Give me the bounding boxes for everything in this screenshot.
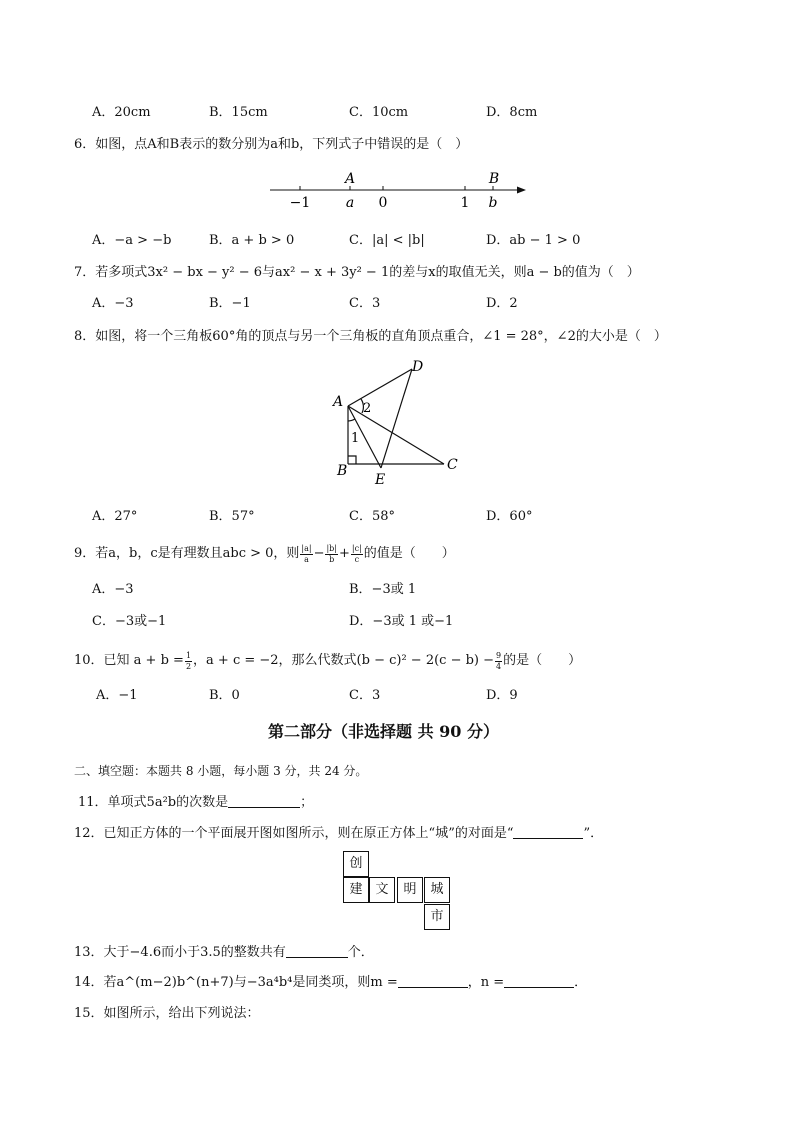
tick-label-0: 0 [378,195,388,211]
q12-answer-blank[interactable] [513,826,583,839]
point-b-value: b [488,195,498,211]
q12-stem: 12．已知正方体的一个平面展开图如图所示，则在原正方体上“城”的对面是“ ”． [74,826,604,841]
vertex-e-label: E [375,472,386,488]
q5-option-a: A．20cm [92,105,151,120]
q8-stem: 8．如图，将一个三角板60°角的顶点与另一个三角板的直角顶点重合，∠1 = 28°，∠2的大小是（ ） [74,329,667,344]
point-b-label: B [488,171,500,187]
q8-option-c: C．58° [349,509,395,524]
q6-stem: 6．如图，点A和B表示的数分别为a和b，下列式子中错误的是（ ） [74,137,469,152]
q8-option-a: A．27° [92,509,138,524]
q9-option-d: D．−3或 1 或−1 [349,614,454,629]
q10-stem: 10．已知 a + b = $\frac{1}{2}$ ，a + c = −2，那么代数式(b − c)² − 2(c − b) − $\frac{9}{4}$ 的是（ ） [74,651,582,671]
vertex-c-label: C [447,457,458,473]
angle-1-label: 1 [351,431,360,446]
q15-stem: 15．如图所示，给出下列说法： [74,1006,260,1021]
net-cell-chuang: 创 [343,851,369,877]
q10-option-c: C．3 [349,688,381,703]
q11-answer-blank[interactable] [228,795,300,808]
tick-label-1: 1 [460,195,470,211]
q6-option-a: A．−a > −b [92,233,172,248]
q14-answer-blank-n[interactable] [504,975,574,988]
q9-option-c: C．−3或−1 [92,614,167,629]
part2-title: 第二部分（非选择题 共 90 分） [268,722,499,741]
q9-stem: 9．若a，b，c是有理数且abc > 0，则 $\frac{|a|}{a}$ − $\frac{|b|}{b}$ + $\frac{|c|}{c}$ 的值是（ ） [74,544,455,564]
q13-stem: 13．大于−4.6而小于3.5的整数共有 个． [74,945,374,960]
q9-option-b: B．−3或 1 [349,582,417,597]
q10-option-d: D．9 [486,688,518,703]
q5-option-b: B．15cm [209,105,268,120]
q9-option-a: A．−3 [92,582,134,597]
section-heading: 二、填空题：本题共 8 小题，每小题 3 分，共 24 分。 [74,764,368,778]
tick-label-neg1: −1 [289,195,311,211]
q14-answer-blank-m[interactable] [398,975,468,988]
q6-option-c: C．|a| < |b| [349,233,425,248]
q8-option-d: D．60° [486,509,533,524]
net-cell-jian: 建 [343,877,369,903]
net-cell-shi: 市 [424,904,450,930]
q13-answer-blank[interactable] [286,945,348,958]
point-a-label: A [344,171,356,187]
q14-stem: 14．若a^(m−2)b^(n+7)与−3a⁴b⁴是同类项，则m = ，n = ． [74,975,588,990]
q8-option-b: B．57° [209,509,255,524]
angle-2-label: 2 [363,401,372,416]
net-cell-ming: 明 [397,877,423,903]
q5-option-c: C．10cm [349,105,409,120]
q8-triangle-figure [325,355,465,490]
q7-option-a: A．−3 [92,296,134,311]
q7-option-d: D．2 [486,296,518,311]
q6-option-d: D．ab − 1 > 0 [486,233,581,248]
point-a-value: a [345,195,355,211]
q11-stem: 11．单项式5a²b的次数是 ； [78,795,314,810]
q5-option-d: D．8cm [486,105,538,120]
q6-number-line [260,168,540,212]
vertex-a-label: A [333,394,344,410]
net-cell-cheng: 城 [424,877,450,903]
net-cell-wen: 文 [369,877,395,903]
arrow-icon [517,187,526,194]
q7-option-c: C．3 [349,296,381,311]
q7-option-b: B．−1 [209,296,251,311]
vertex-d-label: D [412,359,424,375]
q7-stem: 7．若多项式3x² − bx − y² − 6与ax² − x + 3y² − 1的差与x的取值无关，则a − b的值为（ ） [74,265,640,280]
vertex-b-label: B [337,463,348,479]
q10-option-a: A．−1 [96,688,138,703]
q10-option-b: B．0 [209,688,240,703]
q6-option-b: B．a + b > 0 [209,233,295,248]
